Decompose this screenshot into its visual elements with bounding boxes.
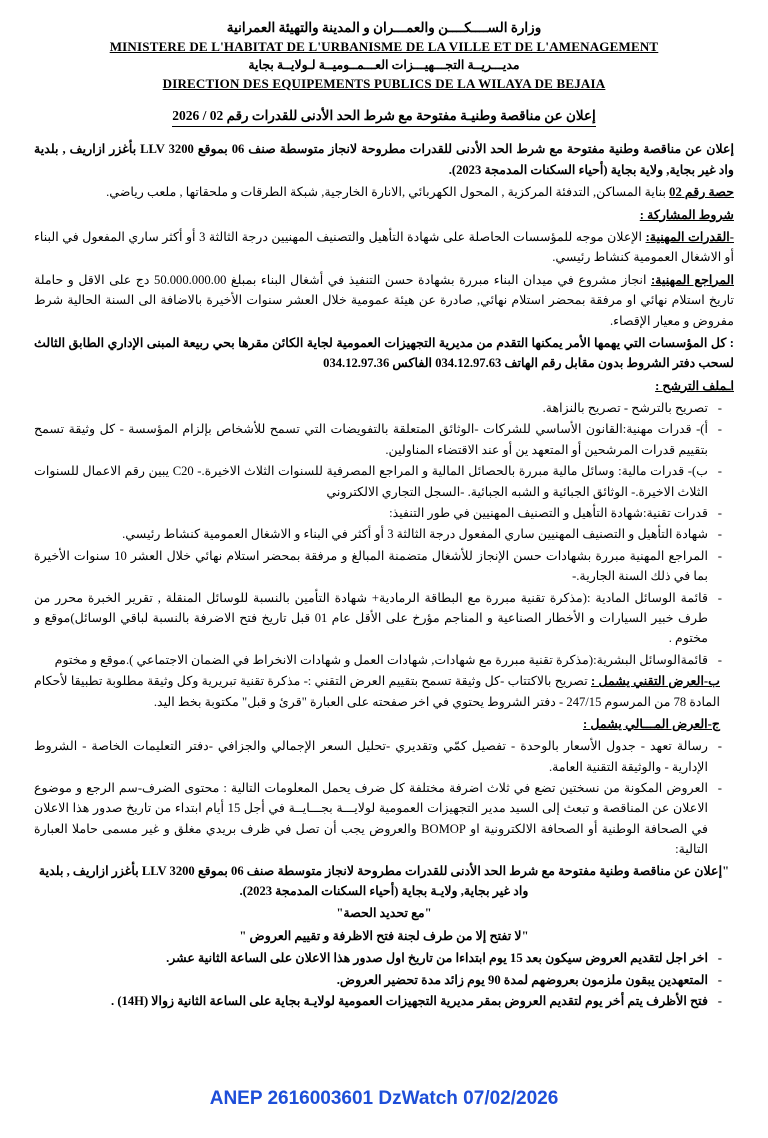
application-file-heading: اـملف الترشح : (655, 378, 734, 393)
document-header (34, 18, 734, 93)
page-title (172, 108, 596, 127)
document-body (34, 139, 734, 1011)
list-item: - المتعهدين يبقون ملزمون بعروضهم لمدة 90 يوم زائد مدة تحضير العروض. (34, 970, 708, 990)
technical-offer-text: تصريح بالاكتتاب -كل وثيقة تسمح بتقييم العرض التقني :- مذكرة تقنية تبريرية وكل وثيقة مطلوبة تطبيقا لأحكام المادة 78 من المرسوم 247/15 - دفتر الشروط يحتوي في اخر صفحته على العبارة "قرئ و قبل" مكتوبة بخط اليد. (34, 674, 720, 709)
anep-footer: ANEP 2616003601 DzWatch 07/02/2026 (209, 1088, 559, 1109)
announcement-title (34, 107, 734, 127)
title-year: 2026 (172, 108, 200, 124)
envelope-label-line2: "مع تحديد الحصة" (336, 906, 432, 921)
professional-capacities (34, 227, 734, 268)
list-item: - قائمة الوسائل المادية :(مذكرة تقنية مبررة مع البطاقة الرمادية+ شهادة التأمين بالنسبة للوسائل المنقلة , تقرير الخبرة محرر من طرف خبير السيارات و الأخطار الصناعية و المناجم مؤرخ على الأقل عام 01 قبل تاريخ فتح الاضرفة بالنسبة لباقي الوسائل)موقع و مختوم . (34, 588, 708, 649)
title-number: 02 (209, 108, 224, 124)
list-item: - العروض المكونة من نسختين تضع في ثلاث اضرفة مختلفة كل ضرف يحمل المعلومات التالية : محتوى الضرف-سم الرجع و موضوع الاعلان عن المناقصة و تبعث إلى السيد مدير التجهيزات العمومية لولايـــة بجـــايــة في أجل 15 أيام ابتداء من تاريخ صدور هذا الاعلان في الصحافة الوطنية أو الصحافة الالكترونية او BOMOP والعروض يجب أن تصل في ظرف بريدي مغلق و غير مسمى حاملا العبارة التالية: (34, 778, 708, 860)
ministry-name-arabic: وزارة الســــكــــن والعمـــران و المدينة والتهيئة العمرانية (226, 20, 542, 35)
technical-offer-paragraph (34, 671, 734, 712)
list-item: - شهادة التأهيل و التصنيف المهنيين ساري المفعول درجة الثالثة 3 أو أكثر في البناء و الاشغال العمومية كنشاط رئيسي. (34, 524, 708, 544)
list-item: - ب)- قدرات مالية: وسائل مالية مبررة بالحصائل المالية و المراجع المصرفية للسنوات الثلاث الاخيرة.- C20 يبين رقم الاعمال للسنوات الثلاث الاخيرة.- الوثائق الجبائية و الشبه الجبائية. -السجل التجاري الالكتروني (34, 461, 708, 502)
technical-capacities-list (34, 524, 734, 670)
lot-label: حصة رقم 02 (669, 185, 734, 200)
professional-references-text: انجاز مشروع في ميدان البناء مبررة بشهادة حسن التنفيذ في أشغال البناء بمبلغ 50.000.000.00 دج على الاقل و حاملة تاريخ استلام نهائي او مرفقة بمحضر استلام نهائي, صادرة عن هيئة عمومية خلال العشر سنوات الأخيرة بالاضافة الى السنة الحالية شرط مفروض و معيار الإقصاء. (34, 272, 734, 328)
list-item: - المراجع المهنية مبررة بشهادات حسن الإنجاز للأشغال متضمنة المبالغ و مرفقة بمحضر استلام نهائي خلال العشر 10 سنوات الأخيرة بما في ذلك السنة الجارية.- (34, 546, 708, 587)
financial-offer-label: ج-العرض المـــالي يشمل : (583, 716, 720, 731)
final-notes-list (34, 948, 734, 1011)
intro-paragraph: إعلان عن مناقصة وطنية مفتوحة مع شرط الحد الأدنى للقدرات مطروحة لانجاز متوسطة صنف 06 بموقع LLV 3200 بأغزر ازاريف , بلدية واد غير بجاية, ولاية بجاية (أحياء السكنات المدمجة 2023). (34, 142, 734, 177)
title-text: إعلان عن مناقصة وطنيـة مفتوحة مع شرط الحد الأدنى للقدرات رقم (226, 108, 596, 124)
professional-references (34, 270, 734, 331)
list-item: - أ)- قدرات مهنية:القانون الأساسي للشركات -الوثائق المتعلقة بالتفويضات التي تسمح للأشخاص بإلزام المؤسسة - كل وثيقة تسمح بتقييم قدرات المرشحين أو المتعهد ين أو عند الاقتضاء المناولين. (34, 419, 708, 460)
lot-paragraph (34, 182, 734, 202)
title-separator: / (202, 108, 207, 124)
direction-name-french: DIRECTION DES EQUIPEMENTS PUBLICS DE LA WILAYA DE BEJAIA (162, 75, 606, 91)
list-item: - فتح الأظرف يتم أخر يوم لتقديم العروض بمقر مديرية التجهيزات العمومية لولايـة بجاية على الساعة الثانية زوالا (14H) . (34, 991, 708, 1011)
list-item: - قدرات تقنية:شهادة التأهيل و التصنيف المهنيين في طور التنفيذ: (34, 503, 708, 523)
professional-capacities-label: -القدرات المهنية: (645, 229, 734, 244)
list-item: - اخر اجل لتقديم العروض سيكون بعد 15 يوم ابتداءا من تاريخ اول صدور هذا الاعلان على الساعة الثانية عشر. (34, 948, 708, 968)
technical-offer-label: ب-العرض التقني يشمل : (590, 674, 720, 689)
list-item: - تصريح بالترشح - تصريح بالنزاهة. (34, 398, 708, 418)
ministry-name-french: MINISTERE DE L'HABITAT DE L'URBANISME DE LA VILLE ET DE L'AMENAGEMENT (109, 38, 659, 54)
envelope-label-line1: "إعلان عن مناقصة وطنية مفتوحة مع شرط الحد الأدنى للقدرات مطروحة لانجاز متوسطة صنف 06 بموقع LLV 3200 بأغزر ازاريف , بلدية واد غير بجاية, ولايـة بجاية (أحياء السكنات المدمجة 2023). (38, 863, 730, 899)
withdrawal-notice: : كل المؤسسات التي يهمها الأمر يمكنها التقدم من مديرية التجهيزات العمومية لجاية الكائن مقرها بحي ربيعة المبنى الإداري الطابق الثالث لسحب دفتر الشروط بدون مقابل رقم الهاتف 034.12.97.63 الفاكس 034.12.97.36 (34, 335, 734, 371)
lot-text: بناية المساكن, التدفئة المركزية , المحول الكهربائي ,الانارة الخارجية, شبكة الطرقات و ملحقاتها , ملعب رياضي. (106, 185, 666, 200)
direction-name-arabic: مديـــريــة التجـــهيـــزات العـــمــوميــة لـولايــة بجاية (248, 58, 520, 73)
envelope-label-line3: "لا تفتح إلا من طرف لجنة فتح الاظرفة و تقييم العروض " (239, 928, 529, 943)
list-item: - رسالة تعهد - جدول الأسعار بالوحدة - تفصيل كمّي وتقديري -تحليل السعر الإجمالي والجزافي -دفتر التعليمات الخاصة - الشروط الإدارية - والوثيقة التقنية العامة. (34, 736, 708, 777)
participation-conditions-heading: شروط المشاركة : (639, 207, 734, 222)
application-file-list (34, 398, 734, 523)
list-item: - قائمةالوسائل البشرية:(مذكرة تقنية مبررة مع شهادات, شهادات العمل و شهادات الانخراط في الضمان الاجتماعي ).موقع و مختوم (34, 650, 708, 670)
professional-references-label: المراجع المهنية: (650, 272, 734, 287)
financial-offer-list (34, 736, 734, 859)
professional-capacities-text: الإعلان موجه للمؤسسات الحاصلة على شهادة التأهيل والتصنيف المهنيين درجة الثالثة 3 أو أكثر ساري المفعول في البناء أو الاشغال العمومية كنشاط رئيسي. (34, 229, 734, 265)
